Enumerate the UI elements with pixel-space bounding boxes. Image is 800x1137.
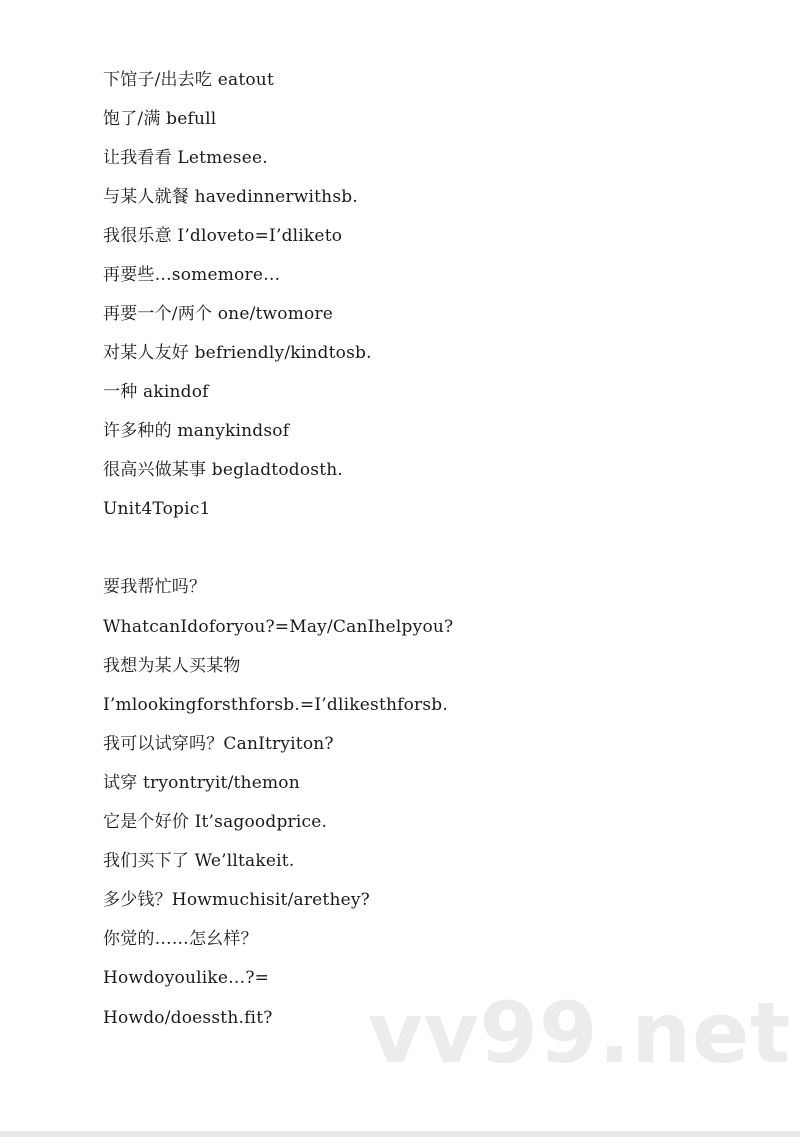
- section-heading: Unit4Topic1: [103, 499, 211, 519]
- text-line: 许多种的 manykindsof: [103, 421, 290, 441]
- text-line: 很高兴做某事 begladtodosth.: [103, 460, 343, 480]
- text-line: Howdoyoulike…?=: [103, 968, 270, 988]
- text-line: 一种 akindof: [103, 382, 209, 402]
- text-line: 它是个好价 It’sagoodprice.: [103, 812, 328, 832]
- watermark: vv99.net: [368, 984, 792, 1082]
- text-line: I’mlookingforsthforsb.=I’dlikesthforsb.: [103, 695, 448, 715]
- text-line: 下馆子/出去吃 eatout: [103, 70, 274, 90]
- text-line: 再要些…somemore…: [103, 265, 281, 285]
- text-line: 我想为某人买某物: [103, 656, 241, 676]
- text-line: 对某人友好 befriendly/kindtosb.: [103, 343, 372, 363]
- text-line: 要我帮忙吗？: [103, 577, 207, 597]
- text-line: 饱了/满 befull: [103, 109, 217, 129]
- page-bottom-edge: [0, 1131, 800, 1137]
- text-line: 我们买下了 We’lltakeit.: [103, 851, 295, 871]
- text-line: 你觉的……怎幺样？: [103, 929, 258, 949]
- text-line: 让我看看 Letmesee.: [103, 148, 268, 168]
- text-line: 我很乐意 I’dloveto=I’dliketo: [103, 226, 343, 246]
- text-line: 多少钱？Howmuchisit/arethey?: [103, 890, 370, 910]
- text-line: Howdo/doessth.fit?: [103, 1008, 273, 1028]
- text-line: 试穿 tryontryit/themon: [103, 773, 300, 793]
- text-line: 再要一个/两个 one/twomore: [103, 304, 334, 324]
- text-line: WhatcanIdoforyou?=May/CanIhelpyou?: [103, 617, 454, 637]
- text-line: 与某人就餐 havedinnerwithsb.: [103, 187, 358, 207]
- text-line: 我可以试穿吗？CanItryiton?: [103, 734, 334, 754]
